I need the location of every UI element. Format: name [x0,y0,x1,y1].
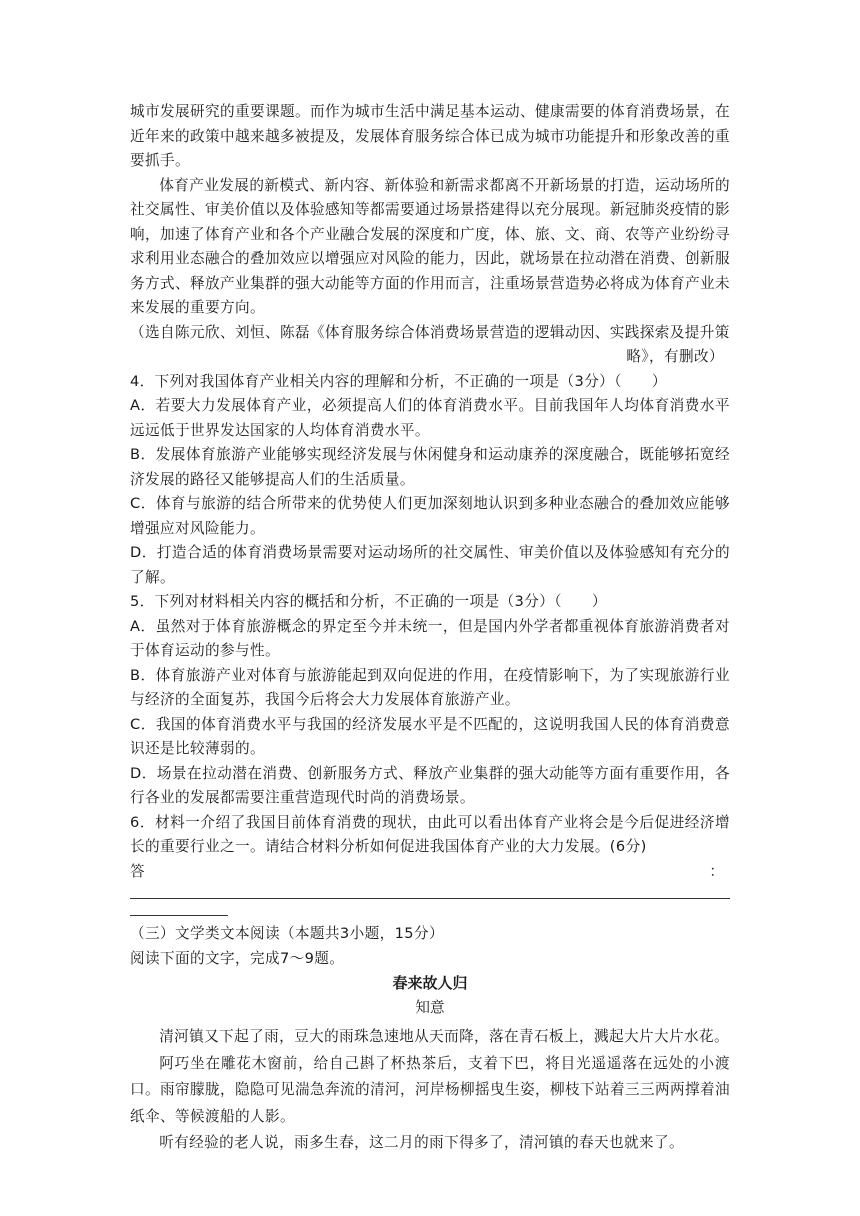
material-paragraph-1: 城市发展研究的重要课题。而作为城市生活中满足基本运动、健康需要的体育消费场景，在近年来的政策中越来越多被提及，发展体育服务综合体已成为城市功能提升和形象改善的重要抓手。 [130,103,730,169]
question-4-option-c: C．体育与旅游的结合所带来的优势使人们更加深刻地认识到多种业态融合的叠加效应能够增强应对风险能力。 [130,495,730,537]
question-5-stem: 5．下列对材料相关内容的概括和分析，不正确的一项是（3分）（ ） [130,593,607,610]
exam-page [130,100,730,1157]
question-5-option-d: D．场景在拉动潜在消费、创新服务方式、释放产业集群的强大动能等方面有重要作用，各行各业的发展都需要注重营造现代时尚的消费场景。 [130,764,730,806]
answer-line-continuation[interactable] [130,899,228,916]
story-paragraph-3: 听有经验的老人说，雨多生春，这二月的雨下得多了，清河镇的春天也就来了。 [159,1134,684,1151]
question-5-option-b: B．体育旅游产业对体育与旅游能起到双向促进的作用，在疫情影响下，为了实现旅游行业与经济的全面复苏，我国今后将会大力发展体育旅游产业。 [130,666,730,708]
question-4-option-a: A．若要大力发展体育产业，必须提高人们的体育消费水平。目前我国年人均体育消费水平远远低于世界发达国家的人均体育消费水平。 [130,397,730,439]
material-paragraph-2: 体育产业发展的新模式、新内容、新体验和新需求都离不开新场景的打造，运动场所的社交属性、审美价值以及体验感知等都需要通过场景搭建得以充分展现。新冠肺炎疫情的影响，加速了体育产业和各个产业融合发展的深度和广度，体、旅、文、商、农等产业纷纷寻求利用业态融合的叠加效应以增强应对风险的能力，因此，就场景在拉动潜在消费、创新服务方式、释放产业集群的强大动能等方面的作用而言，注重场景营造势必将成为体育产业未来发展的重要方向。 [130,176,730,316]
material-source-line-2: 略》，有删改） [626,348,724,365]
story-paragraph-1: 清河镇又下起了雨，豆大的雨珠急速地从天而降，落在青石板上，溅起大片大片水花。 [159,1028,729,1045]
answer-colon: ： [709,862,724,880]
question-5-option-c: C．我国的体育消费水平与我国的经济发展水平是不匹配的，这说明我国人民的体育消费意识还是比较薄弱的。 [130,715,730,757]
story-body [130,1024,730,1157]
story-author: 知意 [415,998,445,1016]
story-title: 春来故人归 [392,974,468,992]
question-6-stem: 6．材料一介绍了我国目前体育消费的现状，由此可以看出体育产业将会是今后促进经济增长的重要行业之一。请结合材料分析如何促进我国体育产业的大力发展。(6分) [130,813,730,855]
section-3-instruction: 阅读下面的文字，完成7～9题。 [130,949,345,967]
answer-row [130,860,730,885]
question-4-stem: 4．下列对我国体育产业相关内容的理解和分析，不正确的一项是（3分）（ ） [130,372,667,390]
material-source-line-1: （选自陈元欣、刘恒、陈磊《体育服务综合体消费场景营造的逻辑动因、实践探索及提升策 [130,323,730,341]
answer-line[interactable] [130,892,730,899]
section-3-heading: （三）文学类文本阅读（本题共3小题，15分） [130,925,444,942]
question-5-option-a: A．虽然对于体育旅游概念的界定至今并未统一，但是国内外学者都重视体育旅游消费者对于体育运动的参与性。 [130,617,730,659]
story-paragraph-2: 阿巧坐在雕花木窗前，给自己斟了杯热茶后，支着下巴，将目光遥遥落在远处的小渡口。雨帘朦胧，隐隐可见湍急奔流的清河，河岸杨柳摇曳生姿，柳枝下站着三三两两撑着油纸伞、等候渡船的人影。 [130,1054,730,1125]
question-4-option-b: B．发展体育旅游产业能够实现经济发展与休闲健身和运动康养的深度融合，既能够拓宽经济发展的路径又能够提高人们的生活质量。 [130,446,730,488]
answer-label: 答 [130,862,145,880]
question-4-option-d: D．打造合适的体育消费场景需要对运动场所的社交属性、审美价值以及体验感知有充分的了解。 [130,544,730,586]
